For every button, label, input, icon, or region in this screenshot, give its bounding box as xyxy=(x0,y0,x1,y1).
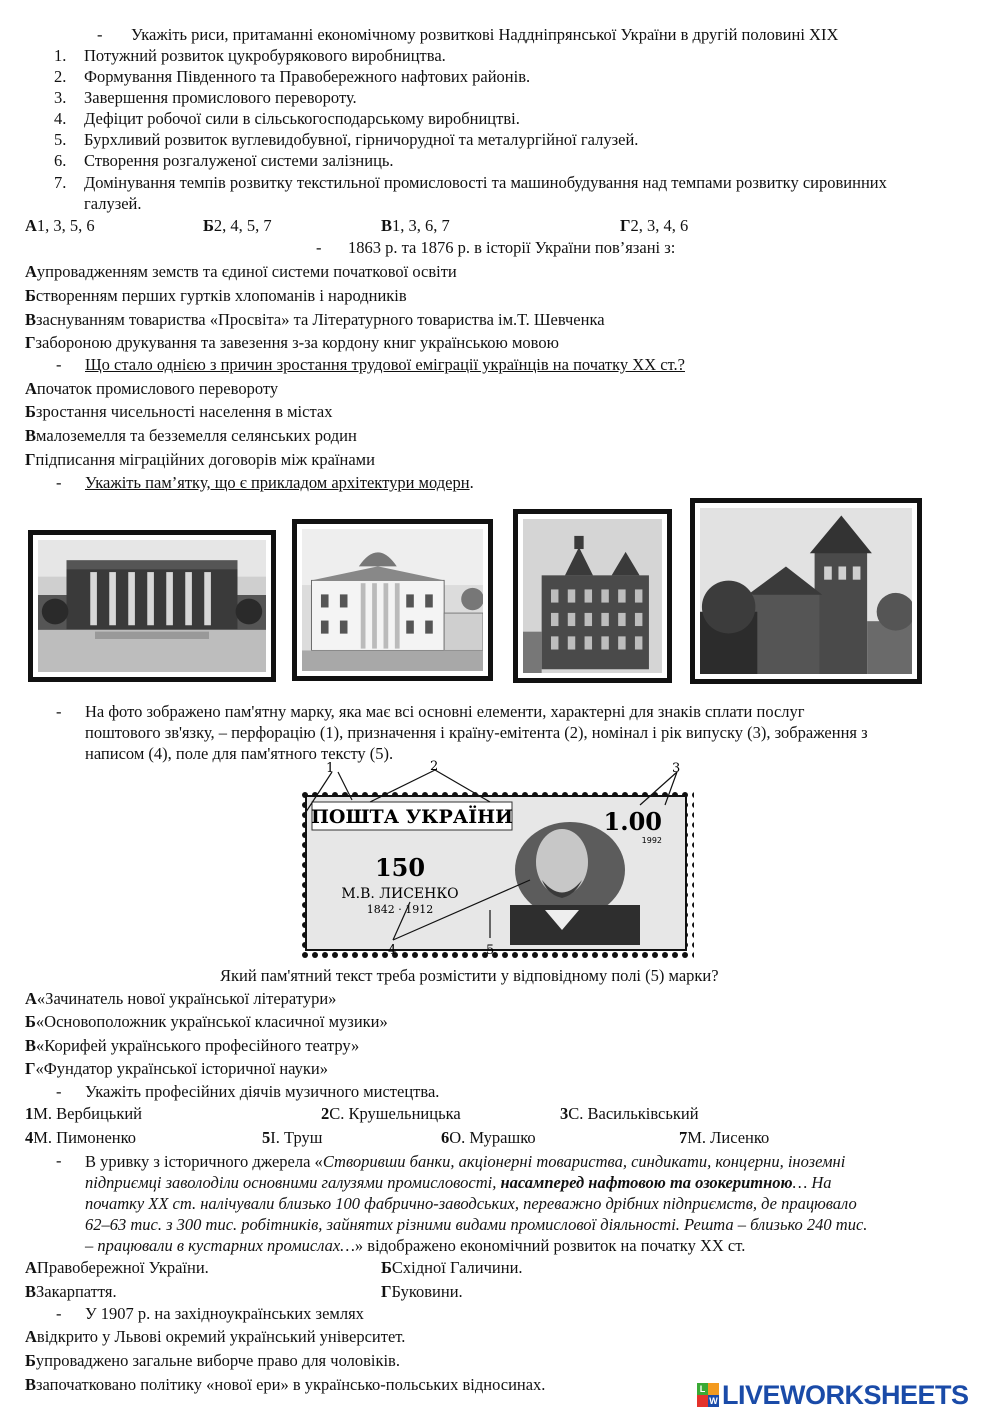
stamp-years: 1842 · 1912 xyxy=(366,903,434,916)
bullet-dash: - xyxy=(56,1304,62,1323)
q3-prompt: Що стало однією з причин зростання трудової еміграції українців на початку ХХ ст.? xyxy=(85,355,685,374)
option-letter: Г xyxy=(381,1282,392,1301)
option-text: «Фундатор української історичної науки» xyxy=(35,1059,328,1078)
list-number: 1. xyxy=(54,46,67,65)
option-text: 2, 4, 5, 7 xyxy=(213,216,272,235)
option-text: С. Васильківський xyxy=(568,1104,699,1123)
option-letter: В xyxy=(25,1375,37,1394)
q7-line-5 xyxy=(85,1235,745,1256)
option-number: 3 xyxy=(560,1104,569,1123)
option-letter: Б xyxy=(25,286,36,305)
option-b[interactable] xyxy=(25,286,407,306)
bullet-dash: - xyxy=(97,25,103,44)
bullet-dash: - xyxy=(56,1151,62,1170)
list-item: Завершення промислового перевороту. xyxy=(84,88,357,107)
option-b[interactable] xyxy=(203,216,272,236)
q7-line-3: початку ХХ ст. налічували близько 100 фабрично-заводських, переважно дрібних підприємств, де працювало xyxy=(85,1194,857,1213)
list-item: Домінування темпів розвитку текстильної промисловості та машинобудування над темпами розвитку сировинних xyxy=(84,173,887,192)
logo-text: LIVEWORKSHEETS xyxy=(722,1380,969,1410)
option-number: 7 xyxy=(679,1128,688,1147)
option-letter: А xyxy=(25,216,37,235)
option-text: 1, 3, 5, 6 xyxy=(36,216,95,235)
option-letter: А xyxy=(25,1327,37,1346)
liveworksheets-logo[interactable] xyxy=(697,1380,993,1410)
option-text: заснуванням товариства «Просвіта» та Літературного товариства ім.Т. Шевченка xyxy=(36,310,605,329)
option-number: 4 xyxy=(25,1128,34,1147)
option-text: «Корифей українського професійного театру» xyxy=(36,1036,360,1055)
q4-prompt-end: . xyxy=(469,473,474,492)
option-number: 6 xyxy=(441,1128,450,1147)
stamp-year: 1992 xyxy=(641,836,662,845)
list-item: Бурхливий розвиток вуглевидобувної, гірничорудної та металургійної галузей. xyxy=(84,130,639,149)
option-letter: В xyxy=(25,1282,37,1301)
callout-3: 3 xyxy=(672,761,681,776)
option-text: створенням перших гуртків хлопоманів і народників xyxy=(35,286,407,305)
option-v[interactable] xyxy=(381,216,450,236)
option-v[interactable] xyxy=(25,1036,359,1056)
option-v[interactable] xyxy=(25,1375,545,1395)
option-letter: А xyxy=(25,379,37,398)
q5-text-line: поштового зв'язку, – перфорацію (1), призначення і країну-емітента (2), номінал і рік випуску (3), зображення з xyxy=(85,723,868,742)
option-a[interactable] xyxy=(25,1258,209,1278)
list-number: 2. xyxy=(54,67,67,86)
option-text: «Основоположник української класичної музики» xyxy=(35,1012,388,1031)
option-letter: В xyxy=(25,310,37,329)
callout-1: 1 xyxy=(326,761,335,776)
option-a[interactable] xyxy=(25,262,457,282)
option-letter: Г xyxy=(25,1059,36,1078)
option-v[interactable] xyxy=(25,1282,117,1302)
option-letter: Г xyxy=(25,450,36,469)
q6-prompt: Укажіть професійних діячів музичного мистецтва. xyxy=(85,1082,440,1101)
option-3[interactable] xyxy=(560,1104,699,1124)
stamp-name: М.В. ЛИСЕНКО xyxy=(341,886,459,902)
option-letter: А xyxy=(25,1258,37,1277)
option-a[interactable] xyxy=(25,1327,405,1347)
photo-4-castle-tower[interactable] xyxy=(690,498,922,684)
q4-prompt-line xyxy=(85,473,474,493)
option-text: «Зачинатель нової української літератури» xyxy=(36,989,337,1008)
university-building-image xyxy=(38,540,266,672)
logo-badge-square xyxy=(697,1395,708,1407)
bullet-dash: - xyxy=(56,473,62,492)
option-4[interactable] xyxy=(25,1128,136,1148)
castle-tower-image xyxy=(700,508,912,674)
q7-quote: … На xyxy=(792,1173,832,1192)
q5-text-line: На фото зображено пам'ятну марку, яка має всі основні елементи, характерні для знаків сплати послуг xyxy=(85,702,805,721)
stamp-anniversary: 150 xyxy=(374,853,426,882)
option-g[interactable] xyxy=(25,333,559,353)
list-item: Створення розгалуженої системи залізниць. xyxy=(84,151,394,170)
list-item: Формування Південного та Правобережного нафтових районів. xyxy=(84,67,531,86)
classical-palace-image xyxy=(302,529,483,671)
q7-text: В уривку з історичного джерела « xyxy=(85,1152,323,1171)
option-b[interactable] xyxy=(25,1012,388,1032)
q7-text: » відображено економічний розвиток на початку ХХ ст. xyxy=(354,1236,746,1255)
q8-prompt: У 1907 р. на західноукраїнських землях xyxy=(85,1304,364,1323)
q7-quote: підприємці заволоділи основними галузями промисловості, xyxy=(85,1173,501,1192)
option-letter: А xyxy=(25,262,37,281)
list-number: 3. xyxy=(54,88,67,107)
bullet-dash: - xyxy=(56,355,62,374)
option-number: 1 xyxy=(25,1104,34,1123)
option-letter: Б xyxy=(381,1258,392,1277)
q7-line-4: 62–63 тис. з 300 тис. робітників, зайнятих різними видами промислової діяльності. Решта – близько 240 тис. xyxy=(85,1215,868,1234)
option-g[interactable] xyxy=(25,450,375,470)
option-6[interactable] xyxy=(441,1128,536,1148)
list-item: Потужний розвиток цукробурякового виробництва. xyxy=(84,46,446,65)
option-text: зростання чисельності населення в містах xyxy=(35,402,333,421)
postage-stamp-figure xyxy=(290,760,710,960)
option-v[interactable] xyxy=(25,310,605,330)
option-1[interactable] xyxy=(25,1104,142,1124)
bullet-dash: - xyxy=(316,238,322,257)
q7-line-2 xyxy=(85,1172,832,1193)
option-text: підписання міграційних договорів між країнами xyxy=(35,450,375,469)
logo-badge-l: L xyxy=(697,1383,708,1395)
callout-5: 5 xyxy=(486,943,495,958)
option-text: забороною друкування та завезення з-за кордону книг українською мовою xyxy=(35,333,559,352)
q1-prompt: Укажіть риси, притаманні економічному розвиткові Наддніпрянської України в другій половині ХІХ xyxy=(131,25,839,44)
option-number: 5 xyxy=(262,1128,271,1147)
option-text: Закарпаття. xyxy=(36,1282,117,1301)
option-text: упровадженням земств та єдиної системи початкової освіти xyxy=(36,262,457,281)
logo-badge-w: W xyxy=(709,1396,718,1406)
photo-2-palace[interactable] xyxy=(292,519,493,681)
q7-quote-bold: насамперед нафтовою та озокеритною xyxy=(500,1173,793,1192)
callout-2: 2 xyxy=(430,760,439,774)
option-text: 1, 3, 6, 7 xyxy=(392,216,450,235)
option-7[interactable] xyxy=(679,1128,769,1148)
q5-text-line: написом (4), поле для пам'ятного тексту (5). xyxy=(85,744,394,763)
option-b[interactable] xyxy=(25,402,332,422)
option-text: початок промислового перевороту xyxy=(36,379,279,398)
logo-badge xyxy=(697,1383,719,1407)
photo-1-university[interactable] xyxy=(28,530,276,682)
list-item-cont: галузей. xyxy=(84,194,142,213)
option-g[interactable] xyxy=(620,216,688,236)
bullet-dash: - xyxy=(56,702,62,721)
q5-question: Який пам'ятний текст треба розмістити у відповідному полі (5) марки? xyxy=(220,966,719,985)
option-b[interactable] xyxy=(25,1351,400,1371)
option-text: започатковано політику «нової ери» в українсько-польських відносинах. xyxy=(36,1375,546,1394)
bullet-dash: - xyxy=(56,1082,62,1101)
stamp-header: ПОШТА УКРАЇНИ xyxy=(310,806,514,828)
option-letter: В xyxy=(25,1036,37,1055)
brick-building-image xyxy=(523,519,662,673)
option-a[interactable] xyxy=(25,216,95,236)
option-text: Правобережної України. xyxy=(36,1258,209,1277)
option-letter: Б xyxy=(203,216,214,235)
list-number: 7. xyxy=(54,173,67,192)
option-letter: В xyxy=(25,426,37,445)
option-letter: Б xyxy=(25,402,36,421)
q7-line-1 xyxy=(85,1151,845,1172)
q4-prompt: Укажіть пам’ятку, що є прикладом архітектури модерн xyxy=(85,473,470,492)
option-text: 2, 3, 4, 6 xyxy=(630,216,689,235)
option-5[interactable] xyxy=(262,1128,322,1148)
option-a[interactable] xyxy=(25,379,278,399)
option-v[interactable] xyxy=(25,426,357,446)
q7-quote: – працювали в кустарних промислах… xyxy=(85,1236,355,1255)
list-number: 5. xyxy=(54,130,67,149)
option-letter: Г xyxy=(620,216,631,235)
option-text: М. Вербицький xyxy=(33,1104,143,1123)
list-number: 6. xyxy=(54,151,67,170)
option-number: 2 xyxy=(321,1104,330,1123)
option-letter: Б xyxy=(25,1351,36,1370)
option-text: малоземелля та безземелля селянських родин xyxy=(36,426,357,445)
q7-quote: Створивши банки, акціонерні товариства, синдикати, концерни, іноземні xyxy=(322,1152,846,1171)
option-text: Буковини. xyxy=(391,1282,463,1301)
option-text: О. Мурашко xyxy=(449,1128,536,1147)
option-2[interactable] xyxy=(321,1104,461,1124)
option-text: М. Пимоненко xyxy=(33,1128,137,1147)
option-text: відкрито у Львові окремий український університет. xyxy=(36,1327,406,1346)
option-text: С. Крушельницька xyxy=(329,1104,461,1123)
option-g[interactable] xyxy=(25,1059,328,1079)
option-letter: А xyxy=(25,989,37,1008)
photo-3-gothic-building[interactable] xyxy=(513,509,672,683)
stamp-value: 1.00 xyxy=(603,807,662,836)
logo-badge-square xyxy=(708,1383,719,1395)
option-g[interactable] xyxy=(381,1282,463,1302)
q2-prompt: 1863 р. та 1876 р. в історії України пов’язані з: xyxy=(348,238,676,257)
option-a[interactable] xyxy=(25,989,336,1009)
option-text: М. Лисенко xyxy=(687,1128,770,1147)
callout-4: 4 xyxy=(388,943,397,958)
option-letter: Г xyxy=(25,333,36,352)
option-letter: В xyxy=(381,216,393,235)
option-text: Східної Галичини. xyxy=(391,1258,523,1277)
option-b[interactable] xyxy=(381,1258,523,1278)
option-text: І. Труш xyxy=(270,1128,323,1147)
list-number: 4. xyxy=(54,109,67,128)
option-letter: Б xyxy=(25,1012,36,1031)
option-text: упроваджено загальне виборче право для чоловіків. xyxy=(35,1351,400,1370)
list-item: Дефіцит робочої сили в сільськогосподарському виробництві. xyxy=(84,109,520,128)
